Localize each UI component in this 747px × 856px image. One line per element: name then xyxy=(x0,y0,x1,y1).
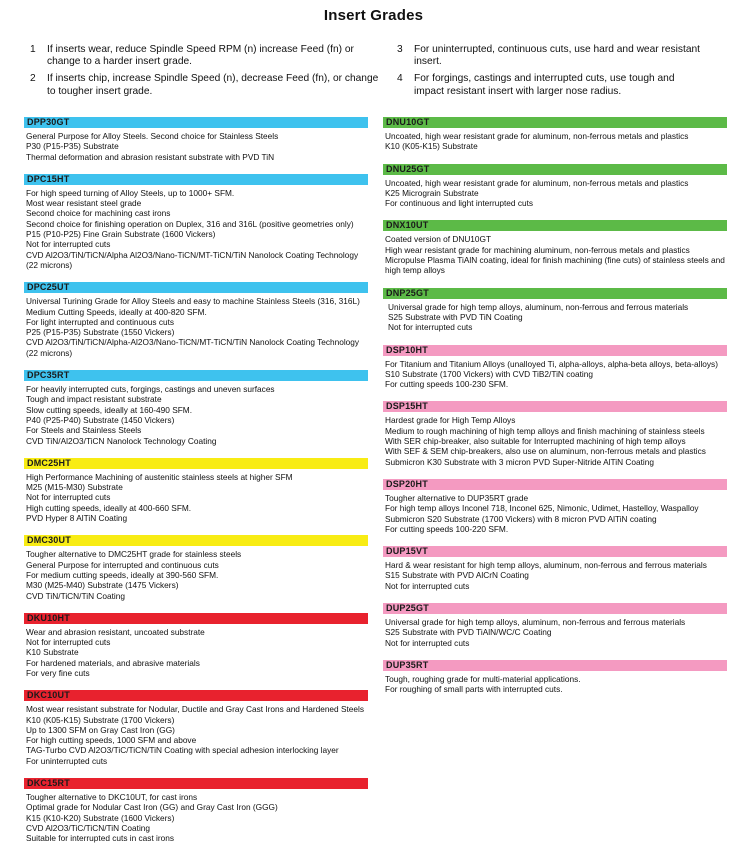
grade-block-dnu10gt xyxy=(383,117,727,152)
grade-description-line: Coated version of DNU10GT xyxy=(385,234,492,245)
grade-description-line: High Performance Machining of austenitic stainless steels at higher SFM xyxy=(26,471,293,482)
grade-description-line: Second choice for finishing operation on Duplex, 316 and 316L (positive geometries only) xyxy=(26,218,354,229)
grade-code: DKC10UT xyxy=(24,690,368,701)
tip-item xyxy=(30,44,380,68)
grade-description-line: P40 (P25-P40) Substrate (1450 Vickers) xyxy=(26,414,175,425)
tip-number: 4 xyxy=(397,73,403,85)
grade-block-dku10ht xyxy=(24,613,368,678)
grade-description-line: Tougher alternative to DUP35RT grade xyxy=(385,492,529,503)
grade-description xyxy=(383,412,727,466)
grade-description-line: Tough and impact resistant substrate xyxy=(26,394,162,405)
grade-description xyxy=(24,381,368,446)
grade-code: DSP15HT xyxy=(383,401,727,412)
grade-description xyxy=(383,175,727,209)
grade-code: DMC25HT xyxy=(24,458,368,469)
tip-text: For forgings, castings and interrupted cuts, use tough and impact resistant insert with larger nose radius. xyxy=(414,73,675,97)
grade-description-line: For hardened materials, and abrasive materials xyxy=(26,657,200,668)
grade-code: DMC30UT xyxy=(24,535,368,546)
tip-item xyxy=(397,44,707,68)
grade-description-line: Not for interrupted cuts xyxy=(385,580,470,591)
grade-description-line: CVD TiN/Al2O3/TiCN Nanolock Technology Coating xyxy=(26,435,217,446)
grades-column-left xyxy=(24,117,368,856)
grade-description-line: Not for interrupted cuts xyxy=(385,637,470,648)
grade-description-line: Universal grade for high temp alloys, aluminum, non-ferrous and ferrous materials xyxy=(385,617,686,628)
grade-code: DPC35RT xyxy=(24,370,368,381)
tip-number: 2 xyxy=(30,73,36,85)
grade-description-line: For medium cutting speeds, ideally at 390-560 SFM. xyxy=(26,569,219,580)
grade-description-line: S25 Substrate with PVD TiAlN/WC/C Coating xyxy=(385,627,552,638)
grade-code: DKU10HT xyxy=(24,613,368,624)
tips-left xyxy=(30,44,380,103)
tips-right xyxy=(397,44,707,103)
grade-description-line: Medium Cutting Speeds, ideally at 400-820 SFM. xyxy=(26,306,207,317)
grade-description-line: With SEF & SEM chip-breakers, also use on aluminum, non-ferrous metals and plastics xyxy=(385,446,706,457)
grade-block-dnx10ut xyxy=(383,220,727,275)
grade-description-line: S25 Substrate with PVD TiN Coating xyxy=(388,311,523,322)
grade-code: DPC15HT xyxy=(24,174,368,185)
grade-code: DNP25GT xyxy=(383,288,727,299)
grade-description-line: Not for interrupted cuts xyxy=(26,239,111,250)
grade-description-line: For cutting speeds 100-230 SFM. xyxy=(385,379,509,390)
grade-description-line: PVD Hyper 8 AlTiN Coating xyxy=(26,513,128,524)
grade-description-line: P25 (P15-P35) Substrate (1550 Vickers) xyxy=(26,327,175,338)
grade-description-line: P30 (P15-P35) Substrate xyxy=(26,141,119,152)
grade-description-line: CVD Al2O3/TiN/TiCN/Alpha-Al2O3/Nano-TiCN/MT-TiCN/TiN Nanolock Coating Technology (22 microns) xyxy=(26,337,360,358)
grade-code: DUP25GT xyxy=(383,603,727,614)
grade-description-line: Submicron S20 Substrate (1700 Vickers) with 8 micron PVD AlTiN coating xyxy=(385,513,657,524)
grade-description-line: Hardest grade for High Temp Alloys xyxy=(385,415,516,426)
tip-number: 1 xyxy=(30,44,36,55)
grade-description xyxy=(383,356,727,390)
grade-description xyxy=(383,671,727,695)
grade-description-line: General Purpose for Alloy Steels. Second choice for Stainless Steels xyxy=(26,131,279,141)
grade-description-line: For roughing of small parts with interrupted cuts. xyxy=(385,684,563,695)
grade-description-line: Optimal grade for Nodular Cast Iron (GG) and Gray Cast Iron (GGG) xyxy=(26,802,278,813)
grade-description-line: Most wear resistant steel grade xyxy=(26,198,142,209)
grade-block-dsp15ht xyxy=(383,401,727,466)
grade-description-line: Micropulse Plasma TiAlN coating, ideal for finish machining (fine cuts) of stainless steels and high temp alloys xyxy=(385,255,725,276)
grade-description-line: For light interrupted and continuous cuts xyxy=(26,316,175,327)
grade-description-line: S15 Substrate with PVD AlCrN Coating xyxy=(385,570,529,581)
grade-description-line: For Titanium and Titanium Alloys (unalloyed Ti, alpha-alloys, alpha-beta alloys, beta-alloys) xyxy=(385,358,718,369)
grade-description-line: High cutting speeds, ideally at 400-660 SFM. xyxy=(26,502,192,513)
grade-description-line: Thermal deformation and abrasion resistant substrate with PVD TiN xyxy=(26,151,275,162)
grade-code: DKC15RT xyxy=(24,778,368,789)
grade-description-line: CVD Al2O3/TiC/TiCN/TiN Coating xyxy=(26,822,151,833)
grade-code: DUP35RT xyxy=(383,660,727,671)
grade-block-dnp25gt xyxy=(383,288,727,333)
grade-block-dpc15ht xyxy=(24,174,368,270)
grade-description-line: K10 (K05-K15) Substrate xyxy=(385,141,478,152)
grade-description xyxy=(24,789,368,843)
tip-item xyxy=(397,73,707,97)
grade-description xyxy=(24,701,368,766)
grade-description xyxy=(24,293,368,358)
grade-description xyxy=(383,490,727,534)
tip-text: For uninterrupted, continuous cuts, use hard and wear resistant insert. xyxy=(414,44,700,68)
grade-description-line: Second choice for machining cast irons xyxy=(26,208,171,219)
grade-description-line: General Purpose for interrupted and continuous cuts xyxy=(26,559,219,570)
grade-description xyxy=(24,469,368,523)
grade-code: DSP20HT xyxy=(383,479,727,490)
grade-description-line: Submicron K30 Substrate with 3 micron PVD Super-Nitride AlTiN Coating xyxy=(385,456,654,467)
grade-description-line: M25 (M15-M30) Substrate xyxy=(26,482,123,493)
grade-block-dpc25ut xyxy=(24,282,368,358)
grade-description-line: For continuous and light interrupted cuts xyxy=(385,198,534,209)
grade-block-dsp10ht xyxy=(383,345,727,390)
grade-description-line: CVD Al2O3/TiN/TiCN/Alpha Al2O3/Nano-TiCN/MT-TiCN/TiN Nanolock Coating Technology (22 microns) xyxy=(26,249,359,270)
grade-description-line: Not for interrupted cuts xyxy=(26,492,111,503)
grade-block-dup35rt xyxy=(383,660,727,695)
grade-description-line: Hard & wear resistant for high temp alloys, aluminum, non-ferrous and ferrous materials xyxy=(385,560,707,571)
grade-description-line: Universal grade for high temp alloys, aluminum, non-ferrous and ferrous materials xyxy=(388,301,689,312)
grade-description-line: For high temp alloys Inconel 718, Inconel 625, Nimonic, Udimet, Hastelloy, Waspalloy xyxy=(385,503,699,514)
grade-description-line: K10 Substrate xyxy=(26,647,79,658)
grade-description-line: For uninterrupted cuts xyxy=(26,755,108,766)
grade-description-line: K25 Micrograin Substrate xyxy=(385,187,479,198)
grade-description-line: For high cutting speeds, 1000 SFM and above xyxy=(26,735,197,746)
grade-description xyxy=(383,231,727,275)
grade-description xyxy=(383,299,727,333)
grade-description-line: For Steels and Stainless Steels xyxy=(26,425,142,436)
grade-description-line: For heavily interrupted cuts, forgings, castings and uneven surfaces xyxy=(26,384,275,395)
page-title: Insert Grades xyxy=(323,7,424,24)
grade-description xyxy=(24,128,368,162)
grade-description-line: For high speed turning of Alloy Steels, up to 1000+ SFM. xyxy=(26,187,235,198)
grade-description-line: Uncoated, high wear resistant grade for aluminum, non-ferrous metals and plastics xyxy=(385,177,689,188)
grade-description-line: Universal Turining Grade for Alloy Steels and easy to machine Stainless Steels (316, 316L) xyxy=(26,296,360,307)
grade-block-dkc10ut xyxy=(24,690,368,766)
grade-description-line: Uncoated, high wear resistant grade for aluminum, non-ferrous metals and plastics xyxy=(385,131,689,141)
tip-number: 3 xyxy=(397,44,403,55)
grade-code: DPP30GT xyxy=(24,117,368,128)
grade-code: DPC25UT xyxy=(24,282,368,293)
grade-description-line: For very fine cuts xyxy=(26,667,90,678)
grade-description-line: Medium to rough machining of high temp alloys and finish machining of stainless steels xyxy=(385,425,705,436)
grade-description xyxy=(24,546,368,600)
grade-description-line: Wear and abrasion resistant, uncoated substrate xyxy=(26,626,205,637)
grade-description-line: Tougher alternative to DMC25HT grade for stainless steels xyxy=(26,549,242,560)
grade-description-line: K15 (K10-K20) Substrate (1600 Vickers) xyxy=(26,812,175,823)
grade-description-line: Tougher alternative to DKC10UT, for cast irons xyxy=(26,792,198,803)
grade-description-line: P15 (P10-P25) Fine Grain Substrate (1600 Vickers) xyxy=(26,229,216,240)
tip-item xyxy=(30,73,380,97)
grade-block-dmc25ht xyxy=(24,458,368,523)
tip-text: If inserts wear, reduce Spindle Speed RPM (n) increase Feed (fn) or change to a harder insert grade. xyxy=(47,44,354,68)
grade-description-line: Slow cutting speeds, ideally at 160-490 SFM. xyxy=(26,404,193,415)
grade-code: DNU25GT xyxy=(383,164,727,175)
grade-code: DUP15VT xyxy=(383,546,727,557)
grade-block-dkc15rt xyxy=(24,778,368,843)
grade-description xyxy=(24,185,368,270)
grade-description-line: Suitable for interrupted cuts in cast irons xyxy=(26,833,175,844)
grade-description-line: TAG-Turbo CVD Al2O3/TiC/TiCN/TiN Coating with special adhesion interlocking layer xyxy=(26,745,339,756)
grade-description-line: M30 (M25-M40) Substrate (1475 Vickers) xyxy=(26,580,179,591)
grade-description-line: K10 (K05-K15) Substrate (1700 Vickers) xyxy=(26,714,175,725)
grade-description-line: S10 Substrate (1700 Vickers) with CVD TiB2/TiN coating xyxy=(385,368,593,379)
grade-description xyxy=(383,614,727,648)
grade-description-line: For cutting speeds 100-220 SFM. xyxy=(385,523,509,534)
grade-description-line: With SER chip-breaker, also suitable for Interrupted machining of high temp alloys xyxy=(385,436,686,447)
grade-description-line: Tough, roughing grade for multi-material applications. xyxy=(385,673,581,684)
tip-text: If inserts chip, increase Spindle Speed (n), decrease Feed (fn), or change to tougher insert grade. xyxy=(47,73,379,97)
grade-description-line: Most wear resistant substrate for Nodular, Ductile and Gray Cast Irons and Hardened Steels xyxy=(26,704,365,715)
grade-block-dpp30gt xyxy=(24,117,368,162)
grade-description xyxy=(24,624,368,678)
grade-description xyxy=(383,557,727,591)
grade-block-dpc35rt xyxy=(24,370,368,446)
grade-code: DNU10GT xyxy=(383,117,727,128)
grade-block-dsp20ht xyxy=(383,479,727,534)
grade-block-dnu25gt xyxy=(383,164,727,209)
grade-description-line: Up to 1300 SFM on Gray Cast Iron (GG) xyxy=(26,724,175,735)
grade-description-line: CVD TiN/TiCN/TiN Coating xyxy=(26,590,125,601)
grade-description xyxy=(383,128,727,152)
grade-description-line: Not for interrupted cuts xyxy=(388,322,473,333)
grade-description-line: High wear resistant grade for machining aluminum, non-ferrous metals and plastics xyxy=(385,244,690,255)
grade-block-dmc30ut xyxy=(24,535,368,600)
grades-column-right xyxy=(383,117,727,707)
grade-code: DNX10UT xyxy=(383,220,727,231)
grade-block-dup15vt xyxy=(383,546,727,591)
grade-block-dup25gt xyxy=(383,603,727,648)
grade-code: DSP10HT xyxy=(383,345,727,356)
grade-description-line: Not for interrupted cuts xyxy=(26,637,111,648)
